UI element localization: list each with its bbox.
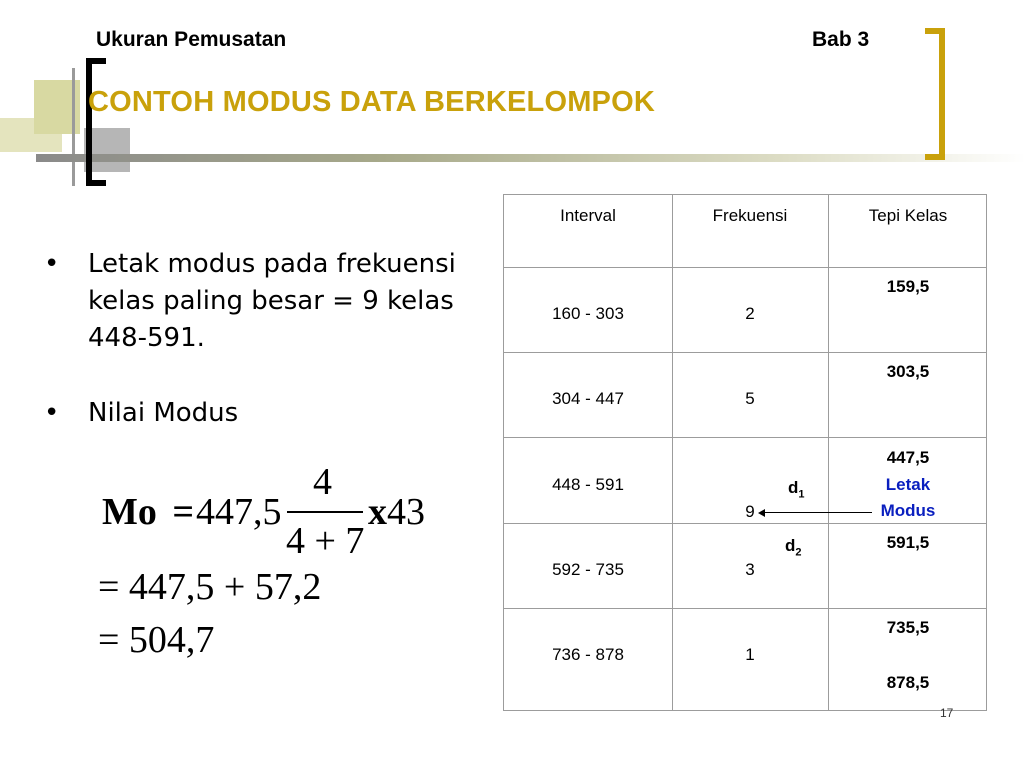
bullet-text: Letak modus pada frekuensi kelas paling besar = 9 kelas 448-591.: [88, 249, 456, 353]
d2-letter: d: [785, 536, 796, 555]
bullet-item: [44, 395, 484, 435]
slide-title: CONTOH MODUS DATA BERKELOMPOK: [88, 86, 655, 118]
frequency-cell: 2: [745, 304, 755, 323]
d2-label: [785, 536, 802, 558]
equals-sign: =: [172, 491, 195, 533]
class-boundary: 735,5: [886, 618, 930, 637]
class-boundary: 303,5: [886, 362, 930, 381]
left-bracket: [86, 58, 106, 186]
header-subject: Ukuran Pemusatan: [96, 28, 287, 51]
bullet-item: [44, 246, 484, 366]
d1-label: [788, 478, 805, 500]
formula-mo-label: [102, 492, 194, 532]
bullet-marker: •: [44, 249, 60, 279]
formula-line-3: = 504,7: [98, 619, 215, 661]
times-sign: x: [368, 491, 387, 533]
d1-subscript: 1: [798, 488, 805, 501]
frequency-cell: 1: [745, 645, 755, 664]
row-divider: [504, 437, 986, 438]
d2-subscript: 2: [795, 546, 802, 559]
letak-label: Letak: [885, 475, 931, 494]
modus-label: Modus: [880, 501, 936, 520]
formula-base-value: 447,5: [196, 491, 282, 533]
modus-arrowhead: [758, 509, 765, 517]
row-divider: [504, 608, 986, 609]
row-divider: [504, 523, 986, 524]
frequency-cell: 3: [745, 560, 755, 579]
interval-cell: 592 - 735: [552, 560, 624, 579]
bullet-text: Nilai Modus: [88, 398, 239, 428]
class-boundary: 159,5: [886, 277, 930, 296]
row-divider: [504, 267, 986, 268]
frequency-cell: 5: [745, 389, 755, 408]
formula-line-2: = 447,5 + 57,2: [98, 566, 322, 608]
header-tepi-kelas: Tepi Kelas: [868, 206, 948, 225]
class-boundary: 591,5: [886, 533, 930, 552]
fraction-denominator: 4 + 7: [286, 520, 365, 562]
class-boundary: 878,5: [886, 673, 930, 692]
interval-cell: 304 - 447: [552, 389, 624, 408]
frequency-table: [503, 194, 987, 711]
decor-horizontal-rule: [36, 154, 1024, 162]
formula-times: [368, 492, 425, 532]
decor-block-olive-small: [0, 118, 62, 152]
col-divider: [672, 195, 673, 710]
d1-letter: d: [788, 478, 799, 497]
page-number: 17: [940, 706, 954, 720]
decor-vertical-line: [72, 68, 75, 186]
mo-symbol: Mo: [102, 491, 157, 533]
frequency-cell: 9: [745, 502, 755, 521]
row-divider: [504, 352, 986, 353]
header-interval: Interval: [560, 206, 616, 225]
bullet-marker: •: [44, 398, 60, 428]
interval-cell: 448 - 591: [552, 475, 624, 494]
interval-cell: 160 - 303: [552, 304, 624, 323]
class-boundary: 447,5: [886, 448, 930, 467]
fraction-bar: [287, 511, 363, 513]
header-frekuensi: Frekuensi: [712, 206, 788, 225]
right-bracket: [925, 28, 945, 160]
class-width: 43: [387, 491, 425, 533]
fraction-numerator: 4: [313, 461, 332, 503]
header-chapter: Bab 3: [812, 28, 870, 51]
interval-cell: 736 - 878: [552, 645, 624, 664]
